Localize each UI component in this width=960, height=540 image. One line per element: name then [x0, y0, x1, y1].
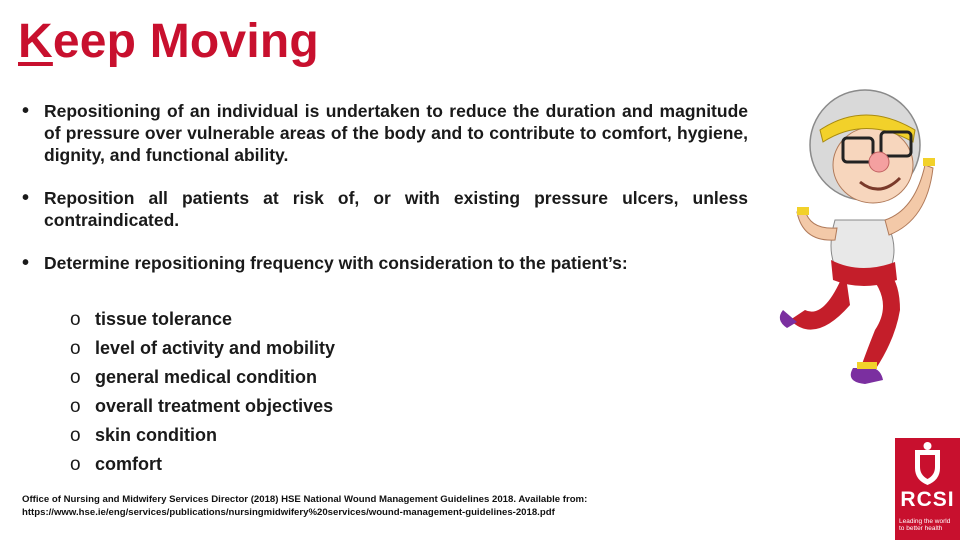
bullet-text: Determine repositioning frequency with consideration to the patient’s:	[44, 253, 628, 273]
bullet-item	[22, 187, 748, 231]
logo-tagline: Leading the world to better health	[899, 518, 951, 532]
right-sock	[857, 362, 877, 369]
slide-title	[18, 14, 319, 69]
reference-url: https://www.hse.ie/eng/services/publications/nursingmidwifery%20services/wound-management-guidelines-2018.pdf	[22, 507, 555, 518]
reference-line: Office of Nursing and Midwifery Services Director (2018) HSE National Wound Management Guidelines 2018. Available from:	[22, 494, 588, 505]
bullet-item	[22, 100, 748, 166]
sub-bullet: o	[70, 366, 81, 388]
bullet-item	[22, 252, 748, 274]
right-shoe	[851, 368, 883, 384]
sub-list-item	[70, 305, 335, 334]
sub-bullet: o	[70, 453, 81, 475]
sub-list-item	[70, 392, 335, 421]
sub-list-item	[70, 450, 335, 479]
bullet-dot: •	[22, 252, 30, 274]
logo-name: RCSI	[900, 488, 955, 511]
reference-citation	[22, 493, 587, 519]
sub-bullet: o	[70, 337, 81, 359]
sub-list-item	[70, 334, 335, 363]
sub-bullet: o	[70, 395, 81, 417]
nose	[869, 152, 889, 172]
sub-item-text: skin condition	[95, 425, 218, 445]
crest-icon	[895, 438, 960, 488]
exercising-grandma-illustration	[765, 70, 960, 400]
right-wristband	[923, 158, 935, 166]
sub-item-text: general medical condition	[95, 367, 318, 387]
sub-item-text: overall treatment objectives	[95, 396, 334, 416]
rcsi-logo	[895, 438, 960, 540]
bullet-dot: •	[22, 100, 30, 122]
sub-item-text: tissue tolerance	[95, 309, 233, 329]
title-initial: K	[18, 15, 53, 68]
sub-item-text: comfort	[95, 454, 162, 474]
bullet-text: Reposition all patients at risk of, or with existing pressure ulcers, unless contraindicated.	[44, 188, 748, 230]
sub-bullet: o	[70, 308, 81, 330]
bullet-dot: •	[22, 187, 30, 209]
sub-list-item	[70, 421, 335, 450]
sub-bullet: o	[70, 424, 81, 446]
sub-item-text: level of activity and mobility	[95, 338, 336, 358]
sub-list-item	[70, 363, 335, 392]
sub-list	[70, 305, 335, 479]
left-wristband	[797, 207, 809, 215]
bullet-text: Repositioning of an individual is undertaken to reduce the duration and magnitude of pressure over vulnerable areas of the body and to contribute to comfort, hygiene, dignity, and functional ability.	[44, 101, 748, 165]
title-rest: eep Moving	[52, 15, 319, 68]
bullet-list	[22, 100, 748, 274]
